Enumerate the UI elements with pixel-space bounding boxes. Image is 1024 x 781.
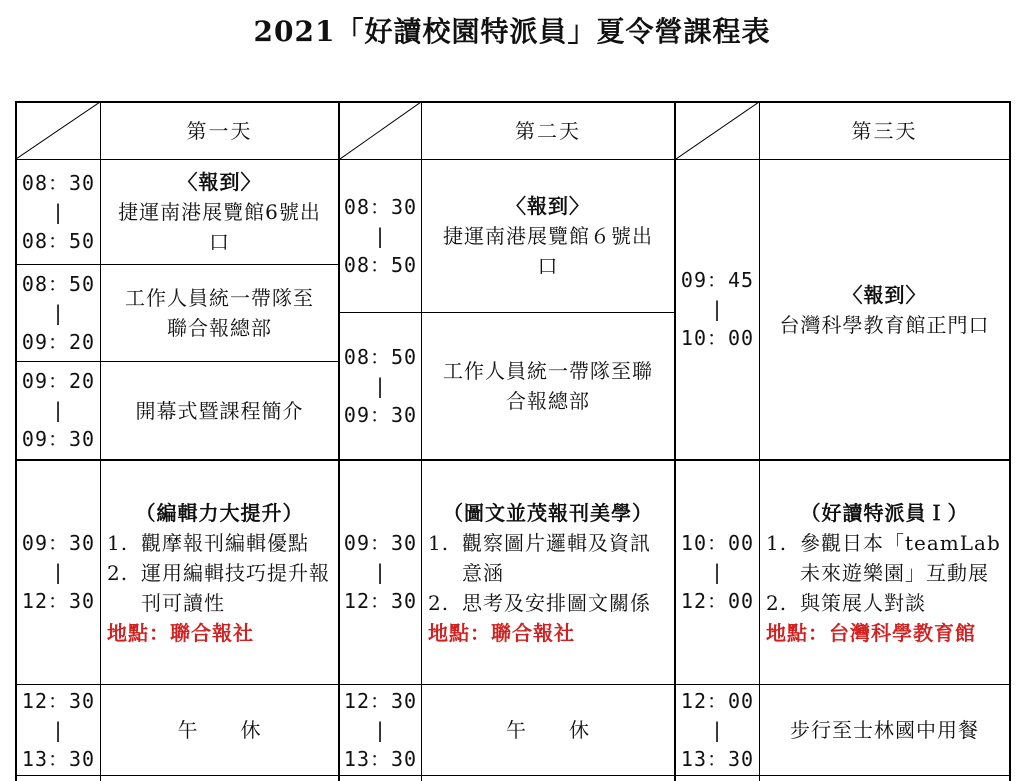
activity-heading: （編輯力大提升） (135, 500, 304, 525)
activity-cell: 〈報到〉 捷運南港展覽館6號出 口 (101, 160, 338, 264)
activity-cell: 〈報到〉 台灣科學教育館正門口 (760, 160, 1009, 459)
activity-cell (422, 461, 674, 684)
time-slot: 08：50 | 09：20 (21, 271, 96, 354)
activity-heading: 〈報到〉 (842, 282, 927, 307)
time-slot: 12：30 | 13：30 (343, 688, 418, 771)
time-slot: 09：30 | 12：30 (21, 531, 96, 613)
activity-cell: 工作人員統一帶隊至 聯合報總部 (125, 286, 314, 340)
location-label: 地點：台灣科學教育館 (766, 620, 976, 645)
activity-list (766, 528, 1003, 618)
location-label: 地點：聯合報社 (428, 620, 575, 645)
activity-heading: 〈報到〉 (506, 194, 590, 218)
activity-list (428, 528, 668, 618)
day-header: 第三天 (851, 118, 918, 143)
activity-heading: 〈報到〉 (177, 170, 262, 194)
activity-cell (760, 461, 1009, 684)
day-header: 第一天 (186, 118, 253, 143)
location-label: 地點：聯合報社 (107, 620, 254, 645)
list-item: 2. 運用編輯技巧提升報刊可讀性 (107, 560, 330, 615)
page-title: 2021「好讀校園特派員」夏令營課程表 (253, 15, 771, 48)
list-item: 1. 參觀日本「teamLab未來遊樂園」互動展 (766, 530, 1001, 585)
activity-cell: 開幕式暨課程簡介 (135, 398, 304, 423)
time-slot: 09：45 | 10：00 (680, 268, 755, 350)
time-slot: 08：50 | 09：30 (343, 344, 418, 427)
list-item: 2. 與策展人對談 (766, 590, 926, 615)
time-slot: 09：30 | 12：30 (343, 531, 418, 613)
activity-cell: 工作人員統一帶隊至聯 合報總部 (443, 359, 653, 413)
activity-heading: （圖文並茂報刊美學） (443, 500, 653, 525)
time-slot: 12：00 | 13：30 (680, 688, 755, 771)
activity-cell: 〈報到〉 捷運南港展覽館６號出 口 (422, 160, 674, 312)
activity-cell (101, 461, 338, 684)
activity-heading: （好讀特派員Ｉ） (800, 500, 969, 525)
table-right-border (1009, 101, 1011, 781)
header-corner-diagonal (340, 102, 421, 159)
time-slot: 10：00 | 12：00 (680, 531, 755, 613)
header-corner-diagonal (676, 102, 759, 159)
time-slot: 09：20 | 09：30 (21, 369, 96, 451)
time-slot: 08：30 | 08：50 (343, 194, 418, 277)
time-slot: 08：30 | 08：50 (21, 170, 96, 253)
time-slot: 12：30 | 13：30 (21, 688, 96, 771)
row-divider (15, 775, 1011, 776)
activity-cell: 午 休 (506, 718, 590, 742)
header-corner-diagonal (16, 102, 100, 159)
list-item: 2. 思考及安排圖文關係 (428, 590, 651, 615)
day-header: 第二天 (515, 118, 581, 143)
activity-cell: 午 休 (177, 718, 262, 742)
list-item: 1. 觀察圖片邏輯及資訊意涵 (428, 530, 651, 585)
list-item: 1. 觀摩報刊編輯優點 (107, 530, 309, 555)
activity-cell: 步行至士林國中用餐 (790, 718, 979, 742)
activity-list (107, 528, 332, 618)
